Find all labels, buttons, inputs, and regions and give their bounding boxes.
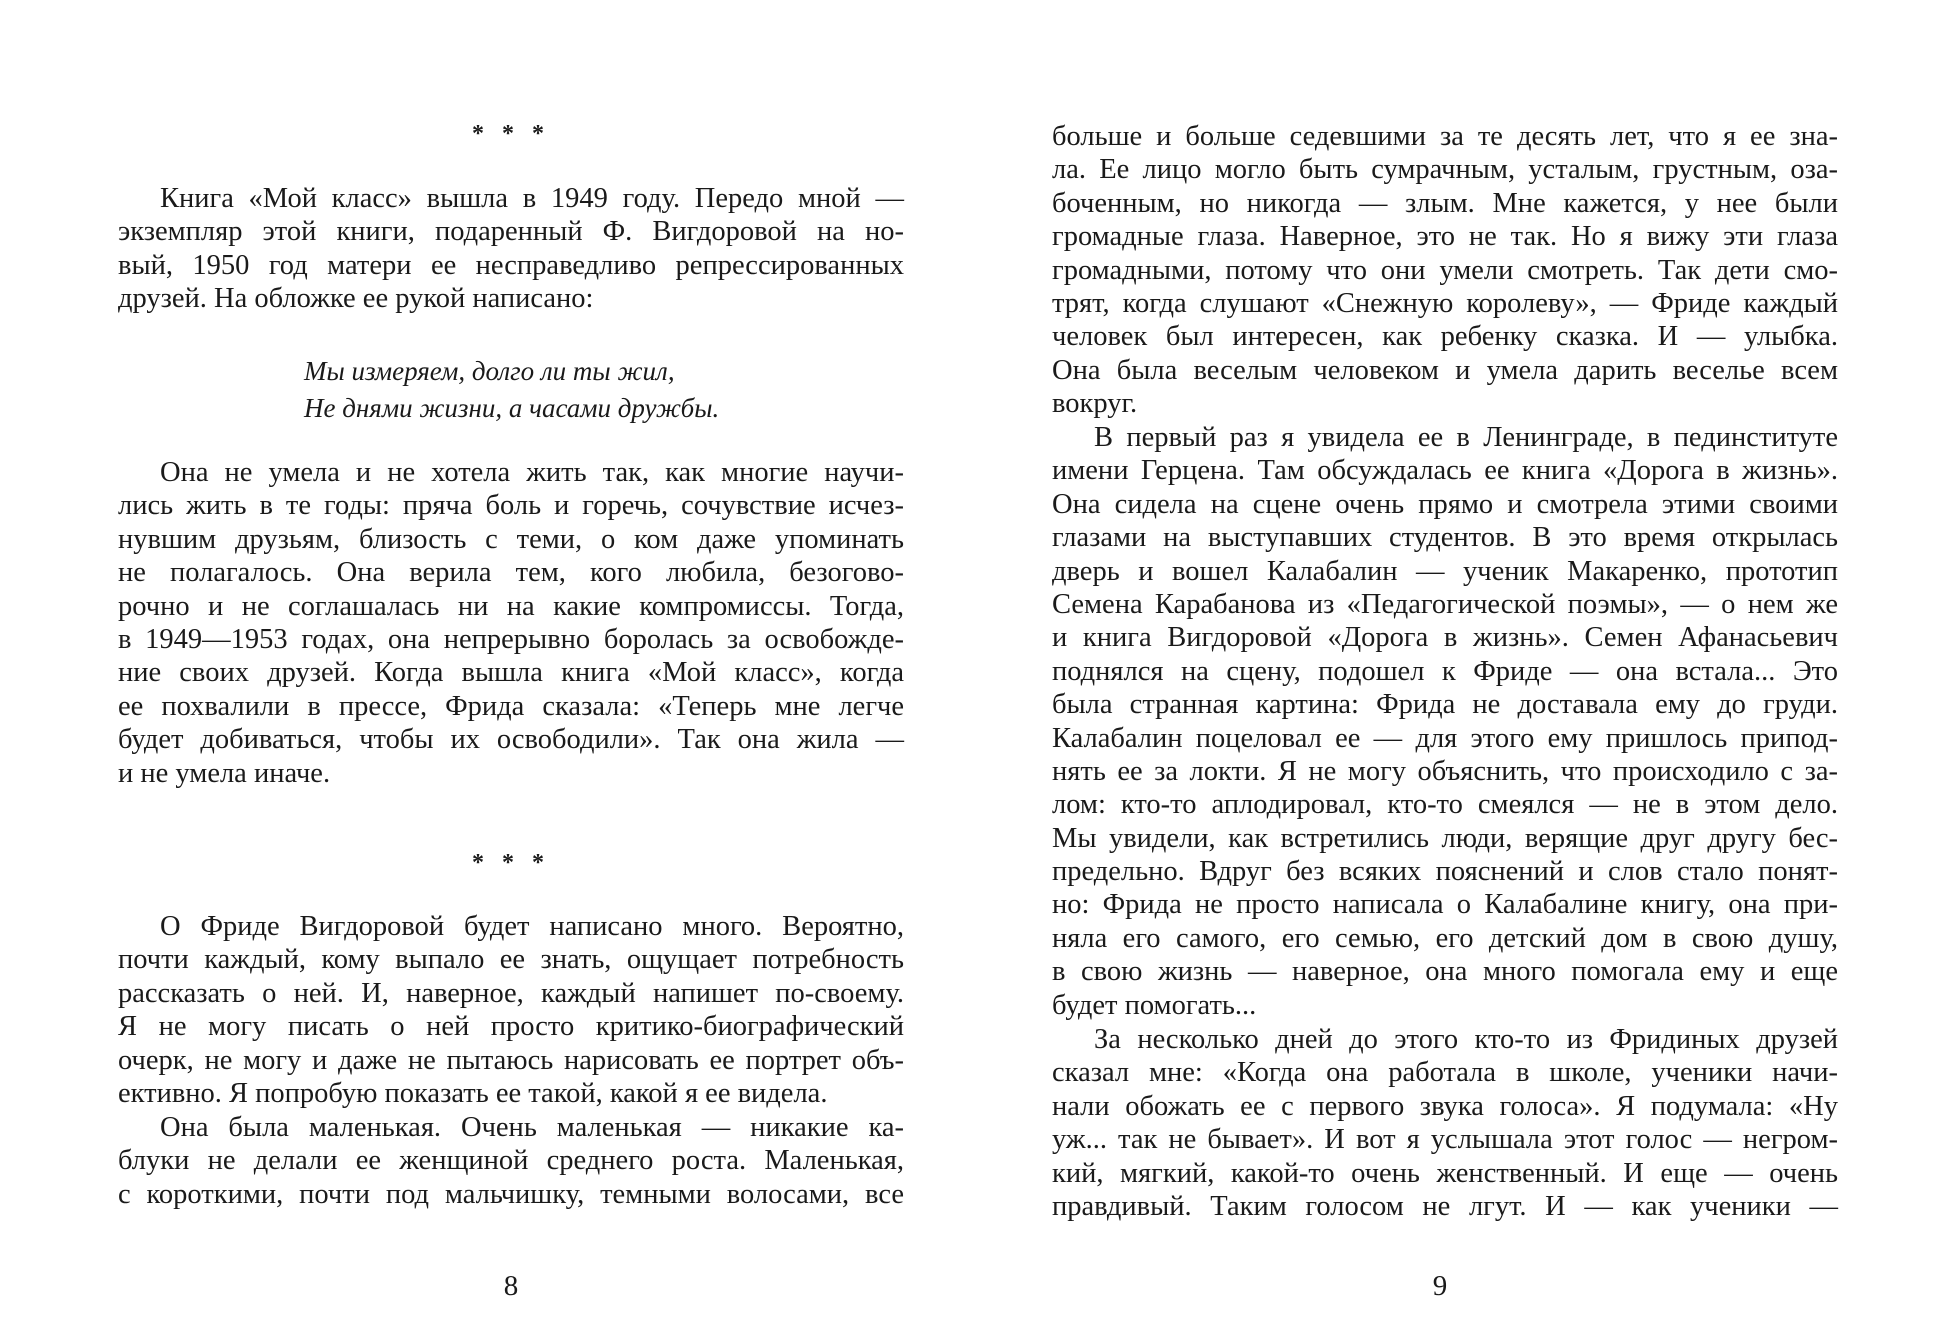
text-line: правдивый. Таким голосом не лгут. И — как ученики — xyxy=(1052,1190,1838,1222)
text-line: почти каждый, кому выпало ее знать, ощущает потребность xyxy=(118,944,904,976)
paragraph xyxy=(118,910,904,1110)
text-line: О Фриде Вигдоровой будет написано много. Вероятно, xyxy=(160,911,904,942)
text-line: лись жить в те годы: пряча боль и горечь, сочувствие исчез- xyxy=(118,490,904,522)
section-separator: * * * xyxy=(472,121,550,147)
text-line: няла его самого, его семью, его детский дом в свою душу, xyxy=(1052,922,1838,954)
text-line: трят, когда слушают «Снежную королеву», — Фриде каждый xyxy=(1052,287,1838,319)
text-line: блуки не делали ее женщиной среднего роста. Маленькая, xyxy=(118,1145,904,1177)
text-line: Она не умела и не хотела жить так, как многие научи- xyxy=(160,457,904,488)
right-page xyxy=(1052,0,1838,1341)
text-line: нувшим друзьям, близость с теми, о ком даже упоминать xyxy=(118,523,904,555)
text-line: ла. Ее лицо могло быть сумрачным, усталым, грустным, оза- xyxy=(1052,154,1838,186)
text-line: Она сидела на сцене очень прямо и смотрела этими своими xyxy=(1052,488,1838,520)
section-separator: * * * xyxy=(472,850,550,876)
text-line: уж... так не бывает». И вот я услышала этот голос — негром- xyxy=(1052,1124,1838,1156)
text-line: Она была веселым человеком и умела дарить веселье всем xyxy=(1052,354,1838,386)
text-line: вокруг. xyxy=(1052,388,1138,420)
text-line: громадные глаза. Наверное, это не так. Но я вижу эти глаза xyxy=(1052,221,1838,253)
text-line: За несколько дней до этого кто-то из Фридиных друзей xyxy=(1094,1024,1838,1055)
text-line: экземпляр этой книги, подаренный Ф. Вигдоровой на но- xyxy=(118,216,904,248)
page-number: 9 xyxy=(1432,1270,1448,1302)
text-line: в 1949—1953 годах, она непрерывно боролась за освобожде- xyxy=(118,623,904,655)
text-line: предельно. Вдруг без всяких пояснений и слов стало понят- xyxy=(1052,856,1838,888)
text-line: и книга Вигдоровой «Дорога в жизнь». Семен Афанасьевич xyxy=(1052,622,1838,654)
epigraph-verse xyxy=(118,353,904,427)
text-line: Мы увидели, как встретились люди, верящие друг другу бес- xyxy=(1052,822,1838,854)
text-line: поднялся на сцену, подошел к Фриде — она встала... Это xyxy=(1052,655,1838,687)
text-line: рассказать о ней. И, наверное, каждый напишет по-своему. xyxy=(118,977,904,1009)
text-line: ективно. Я попробую показать ее такой, какой я ее видела. xyxy=(118,1077,828,1109)
paragraph xyxy=(118,456,904,790)
text-line: сказал мне: «Когда она работала в школе, ученики начи- xyxy=(1052,1057,1838,1089)
text-line: дверь и вошел Калабалин — ученик Макаренко, прототип xyxy=(1052,555,1838,587)
text-line: больше и больше седевшими за те десять лет, что я ее зна- xyxy=(1052,121,1838,152)
text-line: не полагалось. Она верила тем, кого любила, безогово- xyxy=(118,557,904,589)
text-line: лом: кто-то аплодировал, кто-то смеялся — не в этом дело. xyxy=(1052,789,1838,821)
text-line: имени Герцена. Там обсуждалась ее книга «Дорога в жизнь». xyxy=(1052,455,1838,487)
paragraph xyxy=(118,1111,904,1211)
paragraph xyxy=(1052,120,1838,421)
text-line: будет добиваться, чтобы их освободили». Так она жила — xyxy=(118,724,904,756)
text-line: Она была маленькая. Очень маленькая — никакие ка- xyxy=(160,1112,904,1143)
text-line: Я не могу писать о ней просто критико-биографический xyxy=(118,1011,904,1043)
text-line: глазами на выступавших студентов. В это время открылась xyxy=(1052,522,1838,554)
text-line: но: Фрида не просто написала о Калабалине книгу, она при- xyxy=(1052,889,1838,921)
text-line: громадными, потому что они умели смотреть. Так дети смо- xyxy=(1052,254,1838,286)
text-line: В первый раз я увидела ее в Ленинграде, в пединституте xyxy=(1094,422,1838,453)
text-line: ние своих друзей. Когда вышла книга «Мой класс», когда xyxy=(118,657,904,689)
text-line: друзей. На обложке ее рукой написано: xyxy=(118,283,594,315)
paragraph xyxy=(118,182,904,316)
text-line: очерк, не могу и даже не пытаюсь нарисовать ее портрет объ- xyxy=(118,1044,904,1076)
text-line: человек был интересен, как ребенку сказка. И — улыбка. xyxy=(1052,321,1838,353)
text-line: боченным, но никогда — злым. Мне кажется, у нее были xyxy=(1052,187,1838,219)
text-line: в свою жизнь — наверное, она много помогала ему и еще xyxy=(1052,956,1838,988)
text-line: Книга «Мой класс» вышла в 1949 году. Передо мной — xyxy=(160,183,904,214)
text-line: Семена Карабанова из «Педагогической поэмы», — о нем же xyxy=(1052,588,1838,620)
text-line: была странная картина: Фрида не доставала ему до груди. xyxy=(1052,689,1838,721)
text-line: вый, 1950 год матери ее несправедливо репрессированных xyxy=(118,249,904,281)
text-line: будет помогать... xyxy=(1052,989,1257,1021)
text-line: нять ее за локти. Я не могу объяснить, что происходило с за- xyxy=(1052,755,1838,787)
text-line: с короткими, почти под мальчишку, темными волосами, все xyxy=(118,1178,904,1210)
verse-line: Мы измеряем, долго ли ты жил, xyxy=(304,356,675,386)
text-line: рочно и не соглашалась ни на какие компромиссы. Тогда, xyxy=(118,590,904,622)
text-line: и не умела иначе. xyxy=(118,757,331,789)
verse-line: Не днями жизни, а часами дружбы. xyxy=(304,393,720,423)
page-number: 8 xyxy=(503,1270,519,1302)
paragraph xyxy=(1052,1023,1838,1223)
text-line: ее похвалили в прессе, Фрида сказала: «Теперь мне легче xyxy=(118,690,904,722)
text-line: Калабалин поцеловал ее — для этого ему пришлось припод- xyxy=(1052,722,1838,754)
text-line: нали обожать ее с первого звука голоса». Я подумала: «Ну xyxy=(1052,1090,1838,1122)
paragraph xyxy=(1052,421,1838,1022)
left-page xyxy=(118,0,904,1341)
text-line: кий, мягкий, какой-то очень женственный. И еще — очень xyxy=(1052,1157,1838,1189)
